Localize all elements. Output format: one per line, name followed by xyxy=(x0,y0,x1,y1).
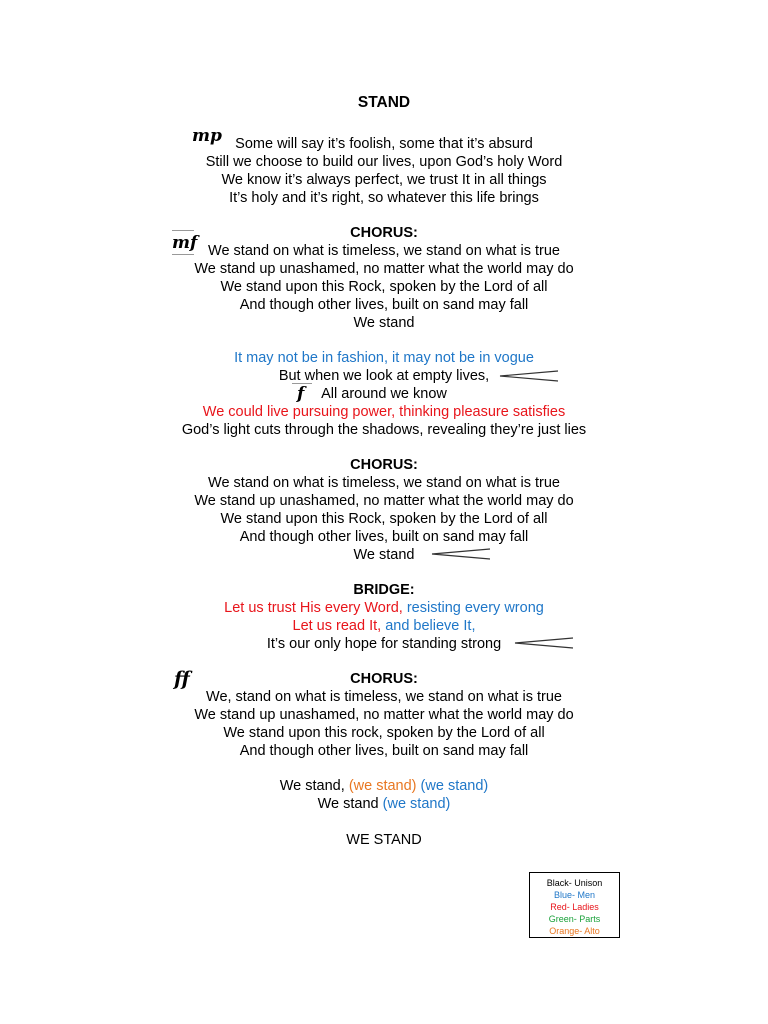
dynamic-f-icon: f xyxy=(297,384,305,404)
ending-final: WE STAND xyxy=(346,832,422,848)
chorus1-heading: CHORUS: xyxy=(350,225,418,241)
ending-line-1-alto: (we stand) xyxy=(348,778,417,794)
chorus2-line-1: We stand on what is timeless, we stand on what is true xyxy=(208,475,560,491)
verse1-line-3: We know it’s always perfect, we trust It in all things xyxy=(221,172,547,188)
legend-parts: Green- Parts xyxy=(548,914,601,924)
bridge-line-2 xyxy=(0,617,768,635)
legend-unison: Black- Unison xyxy=(546,878,603,888)
verse2-line-1: It may not be in fashion, it may not be in vogue xyxy=(234,350,534,366)
ending-line-2 xyxy=(0,795,768,813)
verse1-line-4: It’s holy and it’s right, so whatever this life brings xyxy=(229,190,539,206)
dynamic-rule xyxy=(172,230,194,231)
bridge-line-1-men: resisting every wrong xyxy=(406,600,544,616)
bridge-line-2-ladies: Let us read It, xyxy=(292,618,382,634)
verse2-line-5: God’s light cuts through the shadows, revealing they’re just lies xyxy=(181,422,587,438)
legend-men: Blue- Men xyxy=(553,890,596,900)
chorus3-heading: CHORUS: xyxy=(350,671,418,687)
legend-alto: Orange- Alto xyxy=(549,926,600,936)
ending-line-2-men: (we stand) xyxy=(382,796,451,812)
bridge-line-1 xyxy=(0,599,768,617)
verse2-line-2: But when we look at empty lives, xyxy=(278,368,490,384)
voice-color-legend xyxy=(529,872,620,938)
chorus1-line-3: We stand upon this Rock, spoken by the Lord of all xyxy=(220,279,548,295)
bridge-line-2-men: and believe It, xyxy=(385,618,476,634)
verse2-line-4: We could live pursuing power, thinking pleasure satisfies xyxy=(202,404,566,420)
chorus3-line-2: We stand up unashamed, no matter what the world may do xyxy=(194,707,574,723)
chorus2-line-4: And though other lives, built on sand may fall xyxy=(239,529,529,545)
chorus2-line-2: We stand up unashamed, no matter what the world may do xyxy=(194,493,574,509)
chorus1-line-1: We stand on what is timeless, we stand on what is true xyxy=(208,243,560,259)
ending-line-2-unison: We stand xyxy=(317,796,379,812)
chorus3-line-1: We, stand on what is timeless, we stand on what is true xyxy=(206,689,562,705)
chorus3-line-4: And though other lives, built on sand may fall xyxy=(239,743,529,759)
chorus1-line-5: We stand xyxy=(353,315,415,331)
chorus2-line-3: We stand upon this Rock, spoken by the Lord of all xyxy=(220,511,548,527)
bridge-line-1-ladies: Let us trust His every Word, xyxy=(224,600,403,616)
ending-line-1 xyxy=(0,777,768,795)
bridge-line-3: It’s our only hope for standing strong xyxy=(266,636,502,652)
dynamic-mp-icon: mp xyxy=(192,126,222,146)
dynamic-ff-icon: ff xyxy=(174,668,190,690)
song-title: STAND xyxy=(357,94,411,111)
chorus1-line-4: And though other lives, built on sand may fall xyxy=(239,297,529,313)
dynamic-mf-icon: mf xyxy=(172,233,198,253)
ending-line-1-unison: We stand, xyxy=(279,778,345,794)
crescendo-hairpin-icon xyxy=(430,548,492,560)
ending-line-1-men: (we stand) xyxy=(420,778,489,794)
chorus1-line-2: We stand up unashamed, no matter what the world may do xyxy=(194,261,574,277)
chorus2-line-5: We stand xyxy=(353,547,415,563)
verse1-line-1: Some will say it’s foolish, some that it’s absurd xyxy=(235,136,533,152)
bridge-heading: BRIDGE: xyxy=(353,582,415,598)
crescendo-hairpin-icon xyxy=(498,370,560,382)
chorus2-heading: CHORUS: xyxy=(350,457,418,473)
verse2-line-3: All around we know xyxy=(321,386,447,402)
legend-ladies: Red- Ladies xyxy=(550,902,599,912)
chorus3-line-3: We stand upon this rock, spoken by the Lord of all xyxy=(223,725,545,741)
crescendo-hairpin-icon xyxy=(513,637,575,649)
verse1-line-2: Still we choose to build our lives, upon God’s holy Word xyxy=(205,154,563,170)
